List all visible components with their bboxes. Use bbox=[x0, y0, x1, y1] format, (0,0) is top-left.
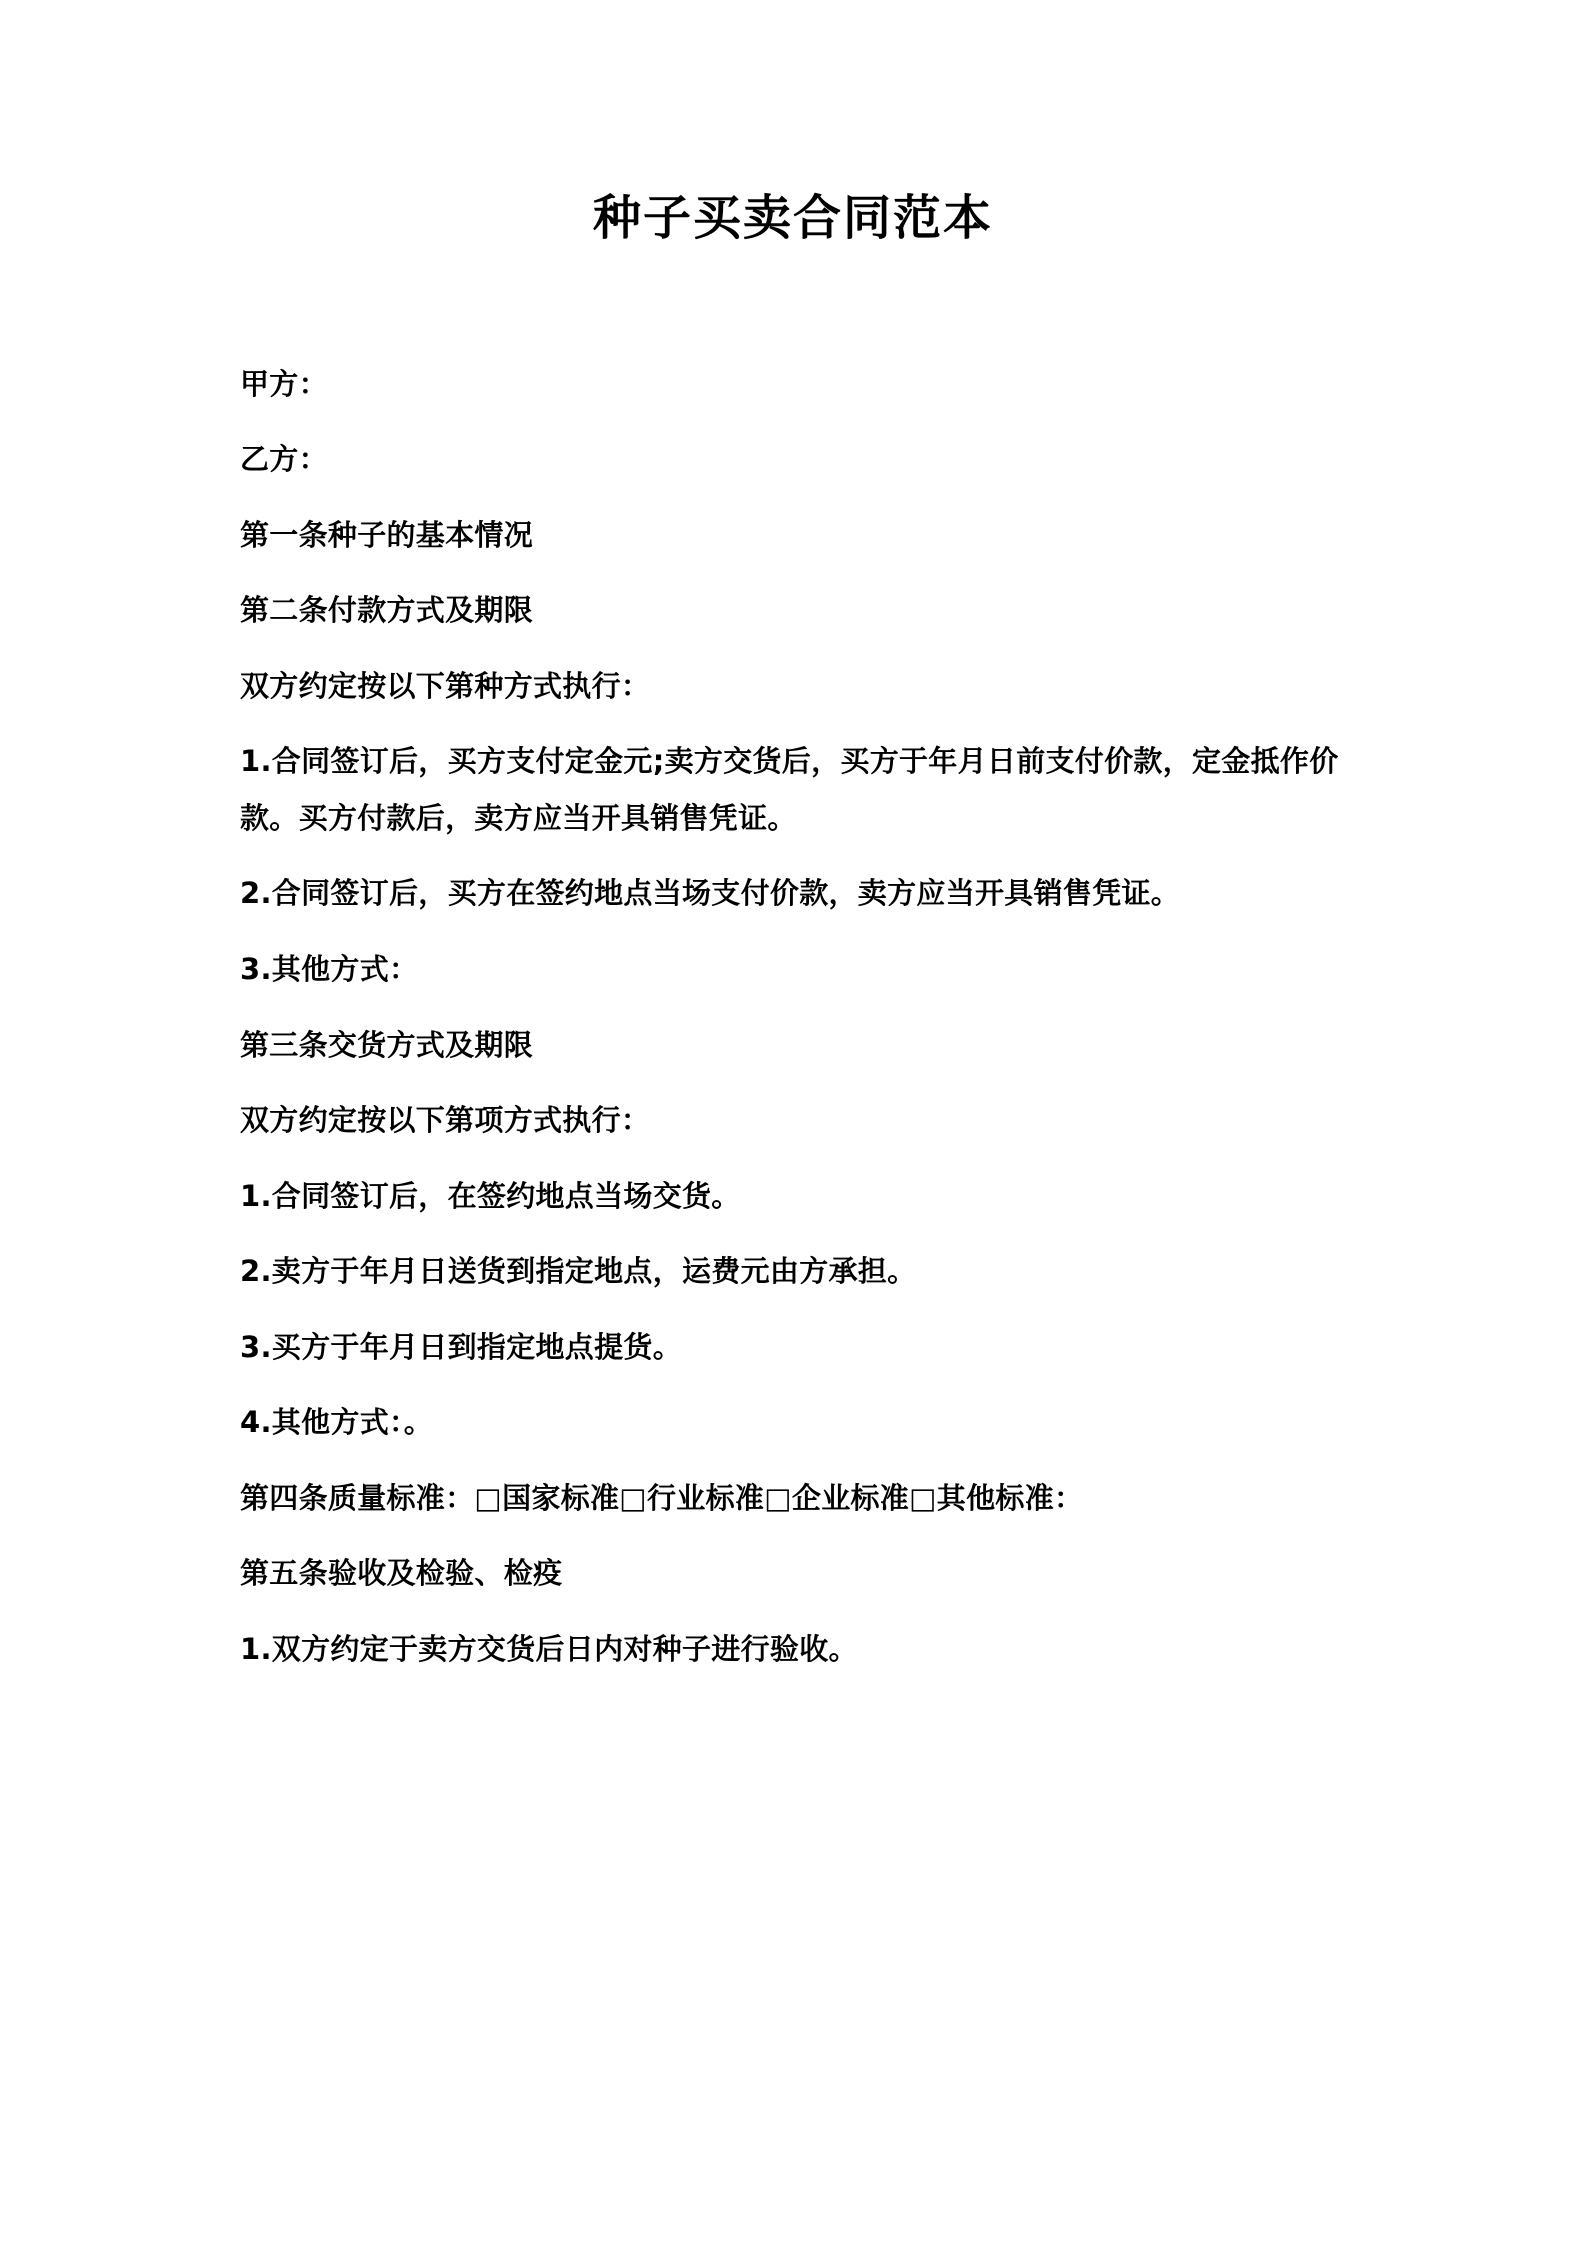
paragraph: 1.合同签订后，在签约地点当场交货。 bbox=[240, 1178, 741, 1213]
paragraph: 乙方： bbox=[240, 442, 328, 477]
paragraph: 甲方： bbox=[240, 366, 328, 401]
paragraph: 第二条付款方式及期限 bbox=[240, 593, 534, 628]
paragraph: 2.合同签订后，买方在签约地点当场支付价款，卖方应当开具销售凭证。 bbox=[240, 876, 1181, 911]
paragraph: 1.双方约定于卖方交货后日内对种子进行验收。 bbox=[240, 1631, 858, 1666]
paragraph-quality-standard: 第四条质量标准：□国家标准□行业标准□企业标准□其他标准： bbox=[240, 1480, 1084, 1515]
paragraph: 双方约定按以下第项方式执行： bbox=[240, 1103, 651, 1138]
paragraph: 3.其他方式： bbox=[240, 951, 419, 986]
paragraph: 3.买方于年月日到指定地点提货。 bbox=[240, 1329, 682, 1364]
paragraph: 2.卖方于年月日送货到指定地点，运费元由方承担。 bbox=[240, 1254, 917, 1289]
paragraph: 第五条验收及检验、检疫 bbox=[240, 1556, 563, 1591]
paragraph: 1.合同签订后，买方支付定金元;卖方交货后，买方于年月日前支付价款，定金抵作价款。买方付款后，卖方应当开具销售凭证。 bbox=[240, 744, 1339, 835]
paragraph: 第一条种子的基本情况 bbox=[240, 517, 534, 552]
document-body bbox=[0, 248, 1586, 1678]
page-title: 种子买卖合同范本 bbox=[592, 190, 993, 246]
paragraph: 4.其他方式：。 bbox=[240, 1405, 434, 1440]
paragraph: 双方约定按以下第种方式执行： bbox=[240, 668, 651, 703]
paragraph: 第三条交货方式及期限 bbox=[240, 1027, 534, 1062]
